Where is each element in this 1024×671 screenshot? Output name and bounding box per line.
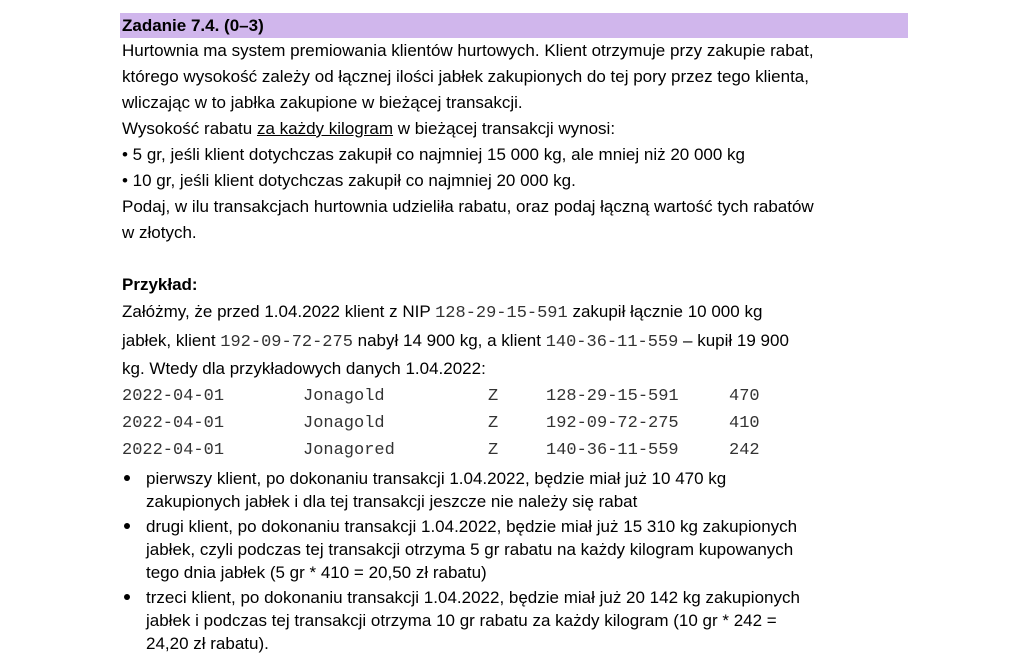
example-text-2a: jabłek, klient [122, 331, 221, 350]
cell-nip: 128-29-15-591 [546, 387, 679, 406]
bullet-line: zakupionych jabłek i dla tej transakcji jeszcze nie należy się rabat [146, 492, 638, 511]
table-row [122, 437, 760, 464]
bullet-line: tego dnia jabłek (5 gr * 410 = 20,50 zł rabatu) [146, 563, 487, 582]
cell-date: 2022-04-01 [122, 441, 225, 460]
example-bullets [122, 467, 908, 655]
rate-suffix: w bieżącej transakcji wynosi: [393, 119, 616, 138]
cell-nip: 140-36-11-559 [546, 441, 679, 460]
bullet-line: pierwszy klient, po dokonaniu transakcji 1.04.2022, będzie miał już 10 470 kg [146, 469, 727, 488]
cell-qty: 242 [729, 441, 760, 460]
cell-variety: Jonagold [303, 414, 385, 433]
cell-date: 2022-04-01 [122, 387, 225, 406]
bullet-line: jabłek, czyli podczas tej transakcji otrzyma 5 gr rabatu na każdy kilogram kupowanych [146, 540, 794, 559]
example-text-1a: Załóżmy, że przed 1.04.2022 klient z NIP [122, 302, 436, 321]
intro-line-3: wliczając w to jabłka zakupione w bieżącej transakcji. [122, 93, 523, 112]
transactions-table [122, 383, 760, 464]
question-line-2: w złotych. [122, 223, 197, 242]
cell-nip: 192-09-72-275 [546, 414, 679, 433]
cell-code: Z [488, 441, 499, 460]
example-line-3: kg. Wtedy dla przykładowych danych 1.04.2022: [122, 359, 486, 378]
bullet-line: 24,20 zł rabatu). [146, 634, 269, 653]
question-line-1: Podaj, w ilu transakcjach hurtownia udzieliła rabatu, oraz podaj łączną wartość tych rabatów [122, 197, 814, 216]
intro-line-1: Hurtownia ma system premiowania klientów hurtowych. Klient otrzymuje przy zakupie rabat, [122, 41, 814, 60]
cell-code: Z [488, 414, 499, 433]
table-row [122, 383, 760, 410]
cell-variety: Jonagored [303, 441, 395, 460]
rate-underlined: za każdy kilogram [256, 119, 394, 138]
list-item [122, 467, 908, 513]
example-line-1 [122, 298, 908, 327]
nip-2: 192-09-72-275 [220, 333, 353, 352]
example-section [122, 272, 908, 655]
cell-date: 2022-04-01 [122, 414, 225, 433]
bullet-line: trzeci klient, po dokonaniu transakcji 1.04.2022, będzie miał już 20 142 kg zakupionych [146, 588, 800, 607]
bullet-line: drugi klient, po dokonaniu transakcji 1.04.2022, będzie miał już 15 310 kg zakupionych [146, 517, 798, 536]
cell-variety: Jonagold [303, 387, 385, 406]
bullet-dot-icon [124, 523, 130, 529]
intro-paragraph [122, 38, 908, 246]
intro-line-2: którego wysokość zależy od łącznej ilości jabłek zakupionych do tej pory przez tego klienta, [122, 67, 809, 86]
spacer [122, 246, 908, 272]
rate-line [122, 116, 908, 142]
example-heading: Przykład: [122, 275, 198, 294]
rule-1: • 5 gr, jeśli klient dotychczas zakupił co najmniej 15 000 kg, ale mniej niż 20 000 kg [122, 145, 746, 164]
cell-code: Z [488, 387, 499, 406]
example-text-1b: zakupił łącznie 10 000 kg [567, 302, 763, 321]
cell-qty: 470 [729, 387, 760, 406]
example-text-2c: – kupił 19 900 [678, 331, 789, 350]
table-row [122, 410, 760, 437]
bullet-line: jabłek i podczas tej transakcji otrzyma 10 gr rabatu za każdy kilogram (10 gr * 242 = [146, 611, 777, 630]
nip-3: 140-36-11-559 [545, 333, 679, 352]
example-line-2 [122, 327, 908, 356]
example-text-2b: nabył 14 900 kg, a klient [352, 331, 546, 350]
cell-qty: 410 [729, 414, 760, 433]
bullet-dot-icon [124, 594, 130, 600]
list-item [122, 515, 908, 584]
document-page [122, 13, 908, 657]
task-title: Zadanie 7.4. (0–3) [120, 13, 908, 38]
nip-1: 128-29-15-591 [435, 304, 568, 323]
bullet-dot-icon [124, 475, 130, 481]
rule-2: • 10 gr, jeśli klient dotychczas zakupił co najmniej 20 000 kg. [122, 171, 576, 190]
rate-prefix: Wysokość rabatu [122, 119, 257, 138]
list-item [122, 586, 908, 655]
